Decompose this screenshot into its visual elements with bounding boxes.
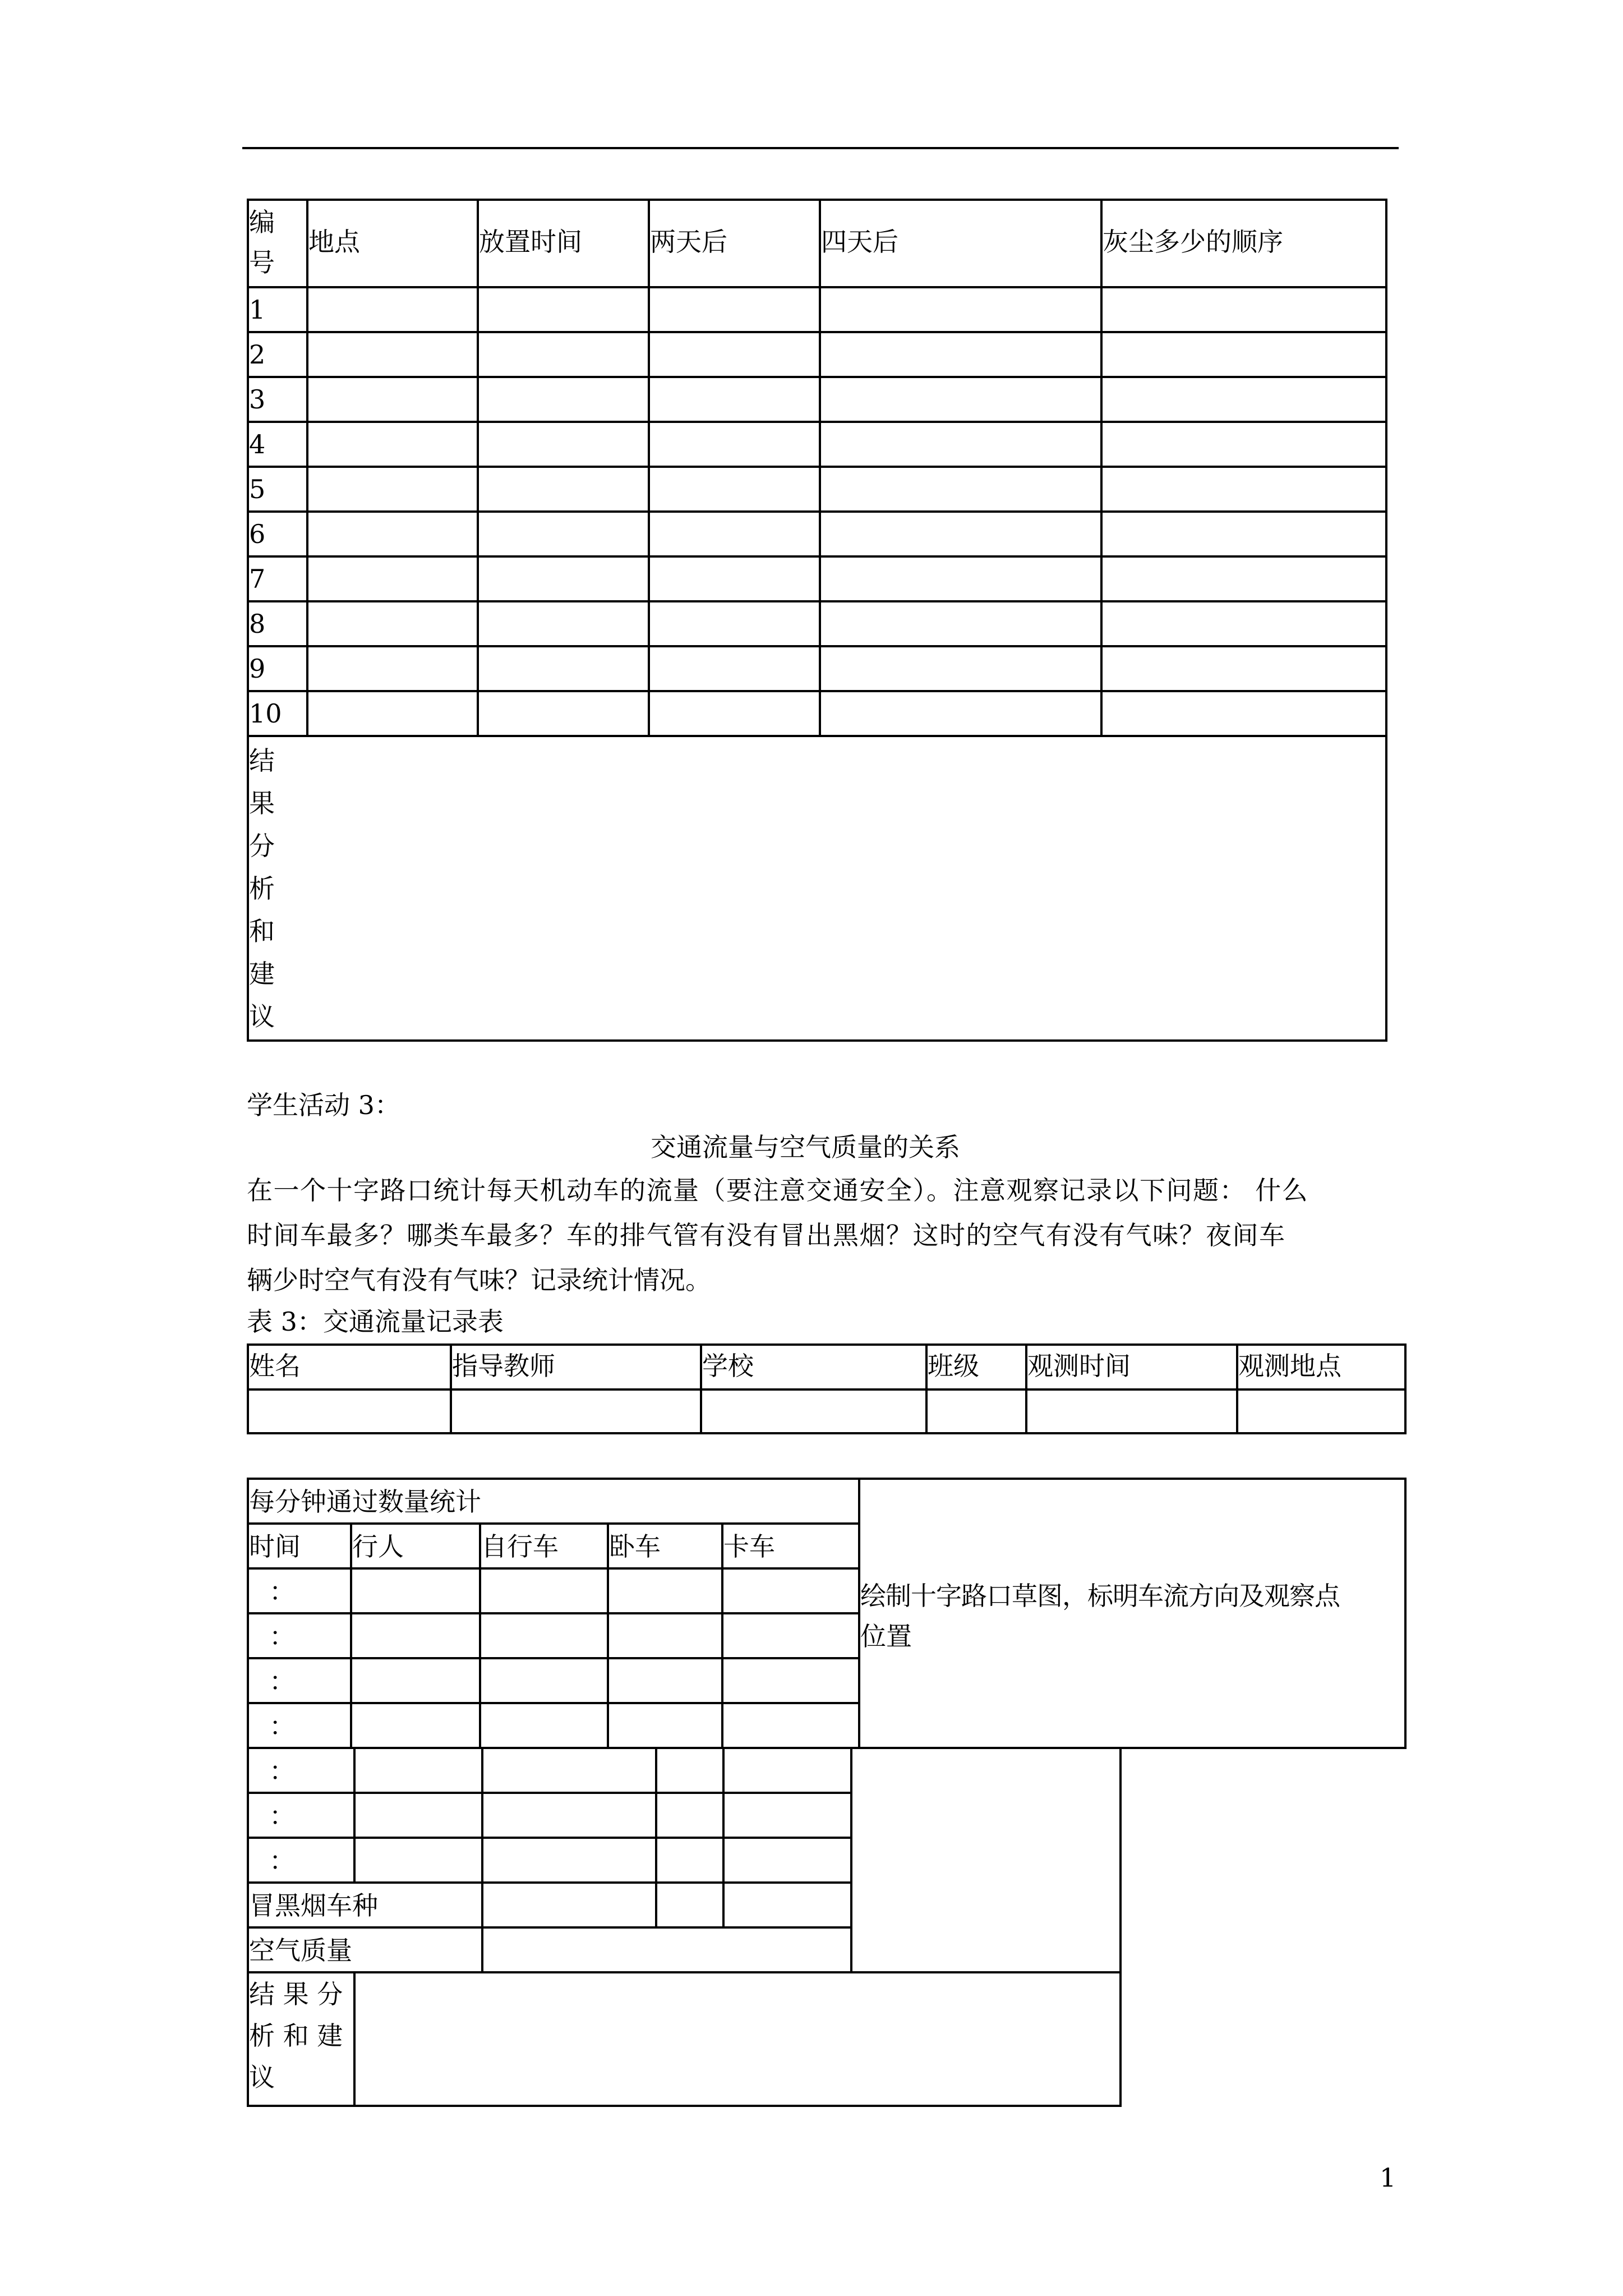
page-number: 1 (1380, 2162, 1396, 2193)
time-colon: ： (269, 1621, 295, 1651)
analysis-label: 析 和 建 (249, 2021, 343, 2051)
col-header-time: 时间 (249, 1531, 301, 1562)
air-quality-label: 空气质量 (249, 1935, 352, 1966)
header-number: 编号 (249, 207, 275, 278)
activity-paragraph-line: 时间车最多？哪类车最多？车的排气管有没有冒出黑烟？这时的空气有没有气味？夜间车 (247, 1220, 1286, 1250)
row-number: 1 (249, 295, 266, 325)
row-number: 5 (249, 474, 266, 504)
time-colon: ： (269, 1576, 295, 1607)
row-number: 8 (249, 609, 266, 639)
col-header-pedestrian: 行人 (352, 1531, 404, 1562)
time-colon: ： (269, 1846, 295, 1876)
header-observe-time: 观测时间 (1027, 1351, 1131, 1381)
row-number: 10 (249, 698, 282, 729)
row-number: 9 (249, 654, 266, 684)
header-observe-location: 观测地点 (1238, 1351, 1341, 1381)
smoke-vehicle-label: 冒黑烟车种 (249, 1890, 378, 1921)
activity-paragraph-line: 在一个十字路口统计每天机动车的流量（要注意交通安全）。注意观察记录以下问题： 什么 (247, 1175, 1309, 1205)
header-placement-time: 放置时间 (479, 227, 582, 257)
row-number: 3 (249, 384, 266, 415)
col-header-car: 卧车 (609, 1531, 661, 1562)
col-header-truck: 卡车 (723, 1531, 775, 1562)
row-number: 6 (249, 519, 266, 549)
header-dust-order: 灰尘多少的顺序 (1103, 227, 1283, 257)
header-four-days: 四天后 (821, 227, 898, 257)
time-colon: ： (269, 1666, 295, 1696)
col-header-bicycle: 自行车 (481, 1531, 559, 1562)
time-colon: ： (269, 1756, 295, 1786)
analysis-label: 议 (249, 2062, 275, 2092)
time-colon: ： (269, 1711, 295, 1741)
header-class: 班级 (928, 1351, 979, 1381)
activity-title: 交通流量与空气质量的关系 (651, 1132, 960, 1162)
header-rule (242, 147, 1399, 149)
header-teacher: 指导教师 (452, 1351, 555, 1381)
analysis-label: 结果分析和建议 (249, 746, 275, 1032)
activity-paragraph-line: 辆少时空气有没有气味？记录统计情况。 (247, 1265, 711, 1295)
row-number: 4 (249, 429, 266, 459)
analysis-label: 结 果 分 (249, 1979, 343, 2009)
table-caption: 表 3：交通流量记录表 (247, 1306, 504, 1337)
header-school: 学校 (702, 1351, 754, 1381)
time-colon: ： (269, 1801, 295, 1831)
row-number: 7 (249, 564, 266, 594)
activity-heading: 学生活动 3： (247, 1090, 400, 1120)
row-number: 2 (249, 339, 266, 370)
header-name: 姓名 (249, 1351, 301, 1381)
header-two-days: 两天后 (650, 227, 727, 257)
sketch-instruction: 绘制十字路口草图，标明车流方向及观察点 (860, 1581, 1340, 1611)
header-location: 地点 (308, 227, 360, 257)
section-title: 每分钟通过数量统计 (249, 1487, 481, 1517)
sketch-instruction-cont: 位置 (860, 1621, 912, 1651)
